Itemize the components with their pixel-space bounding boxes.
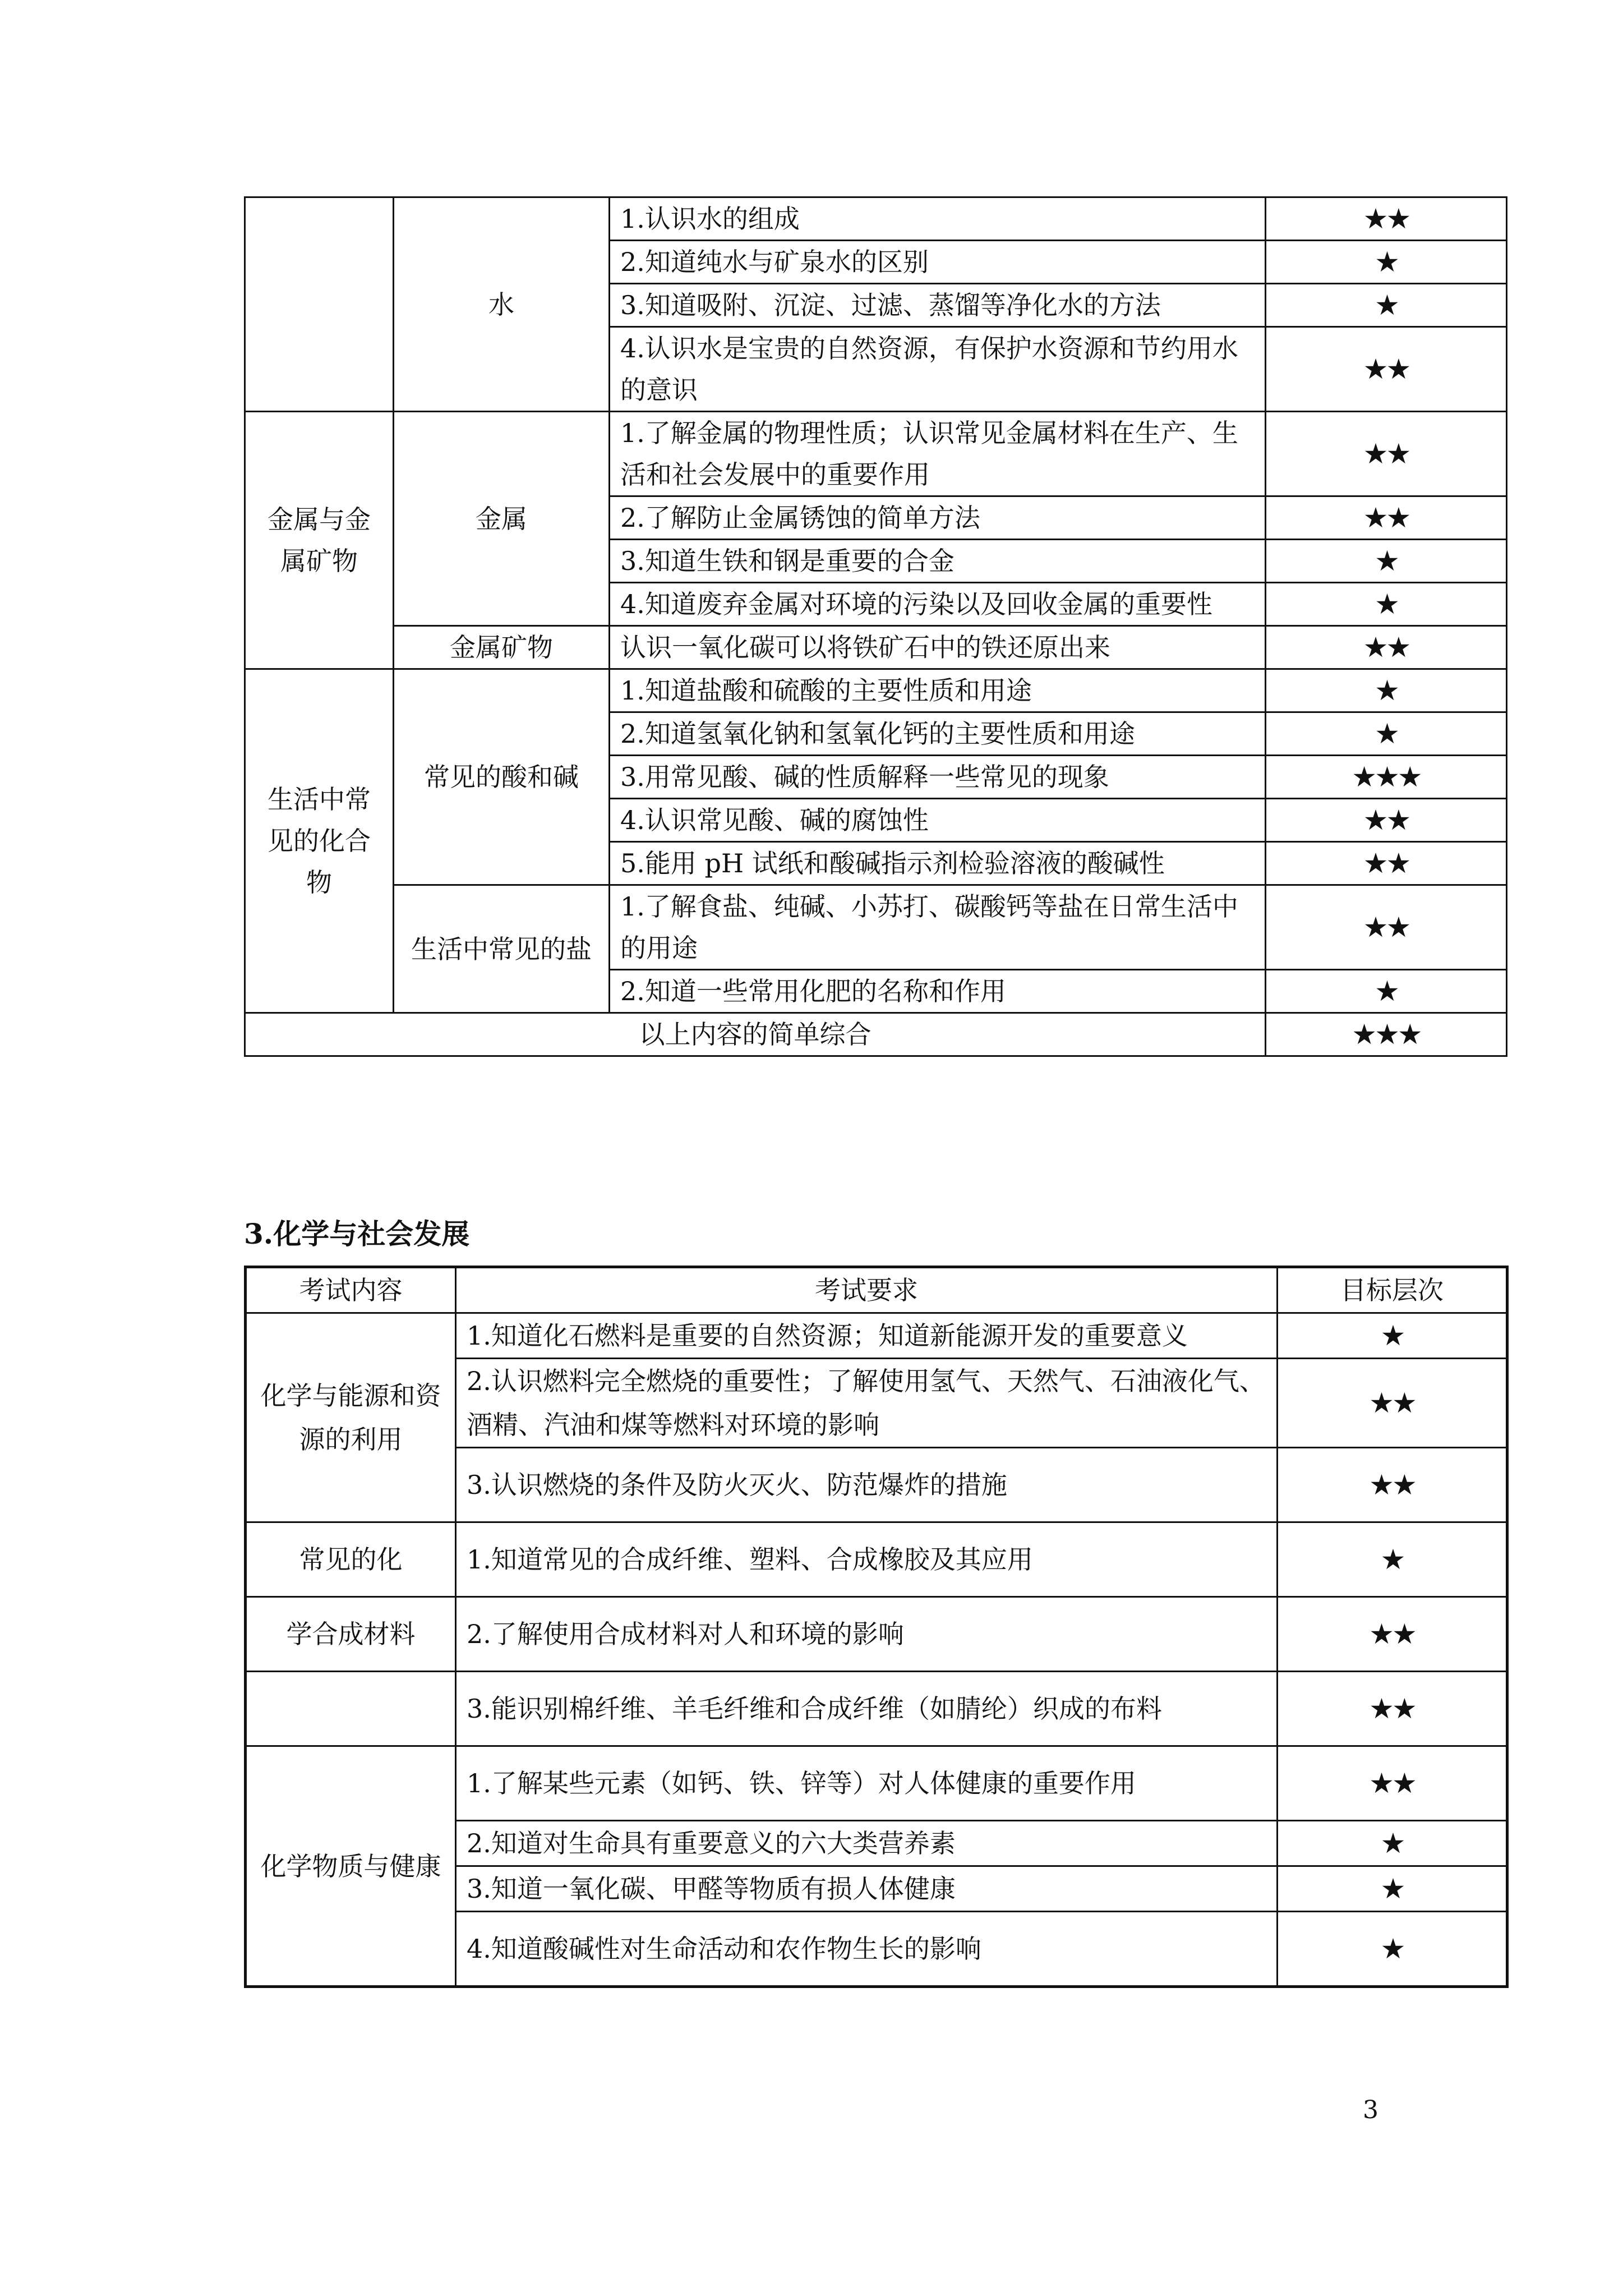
level-stars: ★★ [1266, 327, 1507, 412]
level-stars: ★★ [1278, 1672, 1507, 1746]
requirement-cell: 1.了解某些元素（如钙、铁、锌等）对人体健康的重要作用 [456, 1746, 1278, 1821]
table-row [246, 1522, 1507, 1597]
level-stars: ★★ [1266, 626, 1507, 669]
requirement-cell: 5.能用 pH 试纸和酸碱指示剂检验溶液的酸碱性 [610, 842, 1266, 885]
category-cell-metal: 金属与金属矿物 [245, 412, 394, 669]
level-stars: ★★ [1278, 1359, 1507, 1448]
category-cell-materials-1: 常见的化 [246, 1522, 456, 1597]
category-cell-materials-2: 学合成材料 [246, 1597, 456, 1672]
level-stars: ★ [1278, 1866, 1507, 1912]
table-row [245, 885, 1507, 970]
level-stars: ★ [1266, 712, 1507, 756]
table-row [245, 1013, 1507, 1056]
level-stars: ★★ [1266, 412, 1507, 496]
level-stars: ★★ [1278, 1746, 1507, 1821]
level-stars: ★ [1278, 1522, 1507, 1597]
table-row [246, 1597, 1507, 1672]
header-content: 考试内容 [246, 1267, 456, 1313]
section-title: 3.化学与社会发展 [244, 1217, 470, 1250]
table-row [245, 626, 1507, 669]
category-cell-health: 化学物质与健康 [246, 1746, 456, 1987]
requirement-cell: 3.认识燃烧的条件及防火灭火、防范爆炸的措施 [456, 1448, 1278, 1522]
level-stars: ★★ [1266, 496, 1507, 540]
requirement-cell: 2.知道一些常用化肥的名称和作用 [610, 970, 1266, 1013]
subject-cell-water: 水 [394, 197, 610, 412]
level-stars: ★★★ [1266, 1013, 1507, 1056]
level-stars: ★ [1278, 1821, 1507, 1866]
table-row [245, 412, 1507, 496]
requirement-cell: 1.知道化石燃料是重要的自然资源；知道新能源开发的重要意义 [456, 1313, 1278, 1359]
requirement-cell: 4.知道废弃金属对环境的污染以及回收金属的重要性 [610, 583, 1266, 626]
level-stars: ★ [1266, 241, 1507, 284]
level-stars: ★★ [1278, 1597, 1507, 1672]
header-level: 目标层次 [1278, 1267, 1507, 1313]
subject-cell-ore: 金属矿物 [394, 626, 610, 669]
requirement-cell: 1.了解食盐、纯碱、小苏打、碳酸钙等盐在日常生活中的用途 [610, 885, 1266, 970]
page-number: 3 [1363, 2096, 1378, 2124]
level-stars: ★ [1266, 284, 1507, 327]
level-stars: ★ [1278, 1912, 1507, 1987]
requirement-cell: 3.知道一氧化碳、甲醛等物质有损人体健康 [456, 1866, 1278, 1912]
table-header-row [246, 1267, 1507, 1313]
requirement-cell: 4.知道酸碱性对生命活动和农作物生长的影响 [456, 1912, 1278, 1987]
curriculum-table-continued [244, 196, 1507, 1057]
level-stars: ★ [1266, 669, 1507, 712]
requirement-cell: 2.知道对生命具有重要意义的六大类营养素 [456, 1821, 1278, 1866]
subject-cell-metal: 金属 [394, 412, 610, 626]
table-row [245, 669, 1507, 712]
requirement-cell: 3.用常见酸、碱的性质解释一些常见的现象 [610, 756, 1266, 799]
level-stars: ★ [1266, 970, 1507, 1013]
table-row [246, 1313, 1507, 1359]
requirement-cell: 1.了解金属的物理性质；认识常见金属材料在生产、生活和社会发展中的重要作用 [610, 412, 1266, 496]
level-stars: ★ [1278, 1313, 1507, 1359]
level-stars: ★ [1266, 583, 1507, 626]
requirement-cell: 2.了解使用合成材料对人和环境的影响 [456, 1597, 1278, 1672]
category-cell-materials-3 [246, 1672, 456, 1746]
subject-cell-acid-base: 常见的酸和碱 [394, 669, 610, 885]
category-cell-empty [245, 197, 394, 412]
level-stars: ★★ [1266, 799, 1507, 842]
category-cell-energy: 化学与能源和资源的利用 [246, 1313, 456, 1522]
level-stars: ★★★ [1266, 756, 1507, 799]
table-row [246, 1672, 1507, 1746]
level-stars: ★★ [1266, 842, 1507, 885]
requirement-cell: 2.知道氢氧化钠和氢氧化钙的主要性质和用途 [610, 712, 1266, 756]
requirement-cell: 4.认识常见酸、碱的腐蚀性 [610, 799, 1266, 842]
requirement-cell: 4.认识水是宝贵的自然资源，有保护水资源和节约用水的意识 [610, 327, 1266, 412]
level-stars: ★★ [1278, 1448, 1507, 1522]
requirement-cell: 2.知道纯水与矿泉水的区别 [610, 241, 1266, 284]
requirement-cell: 2.认识燃料完全燃烧的重要性；了解使用氢气、天然气、石油液化气、酒精、汽油和煤等燃料对环境的影响 [456, 1359, 1278, 1448]
requirement-cell: 1.认识水的组成 [610, 197, 1266, 241]
level-stars: ★ [1266, 540, 1507, 583]
requirement-cell: 3.知道吸附、沉淀、过滤、蒸馏等净化水的方法 [610, 284, 1266, 327]
requirement-cell: 1.知道常见的合成纤维、塑料、合成橡胶及其应用 [456, 1522, 1278, 1597]
header-requirement: 考试要求 [456, 1267, 1278, 1313]
requirement-cell: 认识一氧化碳可以将铁矿石中的铁还原出来 [610, 626, 1266, 669]
table-row [246, 1746, 1507, 1821]
requirement-cell: 3.能识别棉纤维、羊毛纤维和合成纤维（如腈纶）织成的布料 [456, 1672, 1278, 1746]
level-stars: ★★ [1266, 197, 1507, 241]
summary-cell: 以上内容的简单综合 [245, 1013, 1266, 1056]
requirement-cell: 2.了解防止金属锈蚀的简单方法 [610, 496, 1266, 540]
curriculum-table-section3 [244, 1266, 1509, 1988]
table-row [245, 197, 1507, 241]
category-cell-compounds: 生活中常见的化合物 [245, 669, 394, 1013]
level-stars: ★★ [1266, 885, 1507, 970]
requirement-cell: 3.知道生铁和钢是重要的合金 [610, 540, 1266, 583]
requirement-cell: 1.知道盐酸和硫酸的主要性质和用途 [610, 669, 1266, 712]
subject-cell-salt: 生活中常见的盐 [394, 885, 610, 1013]
